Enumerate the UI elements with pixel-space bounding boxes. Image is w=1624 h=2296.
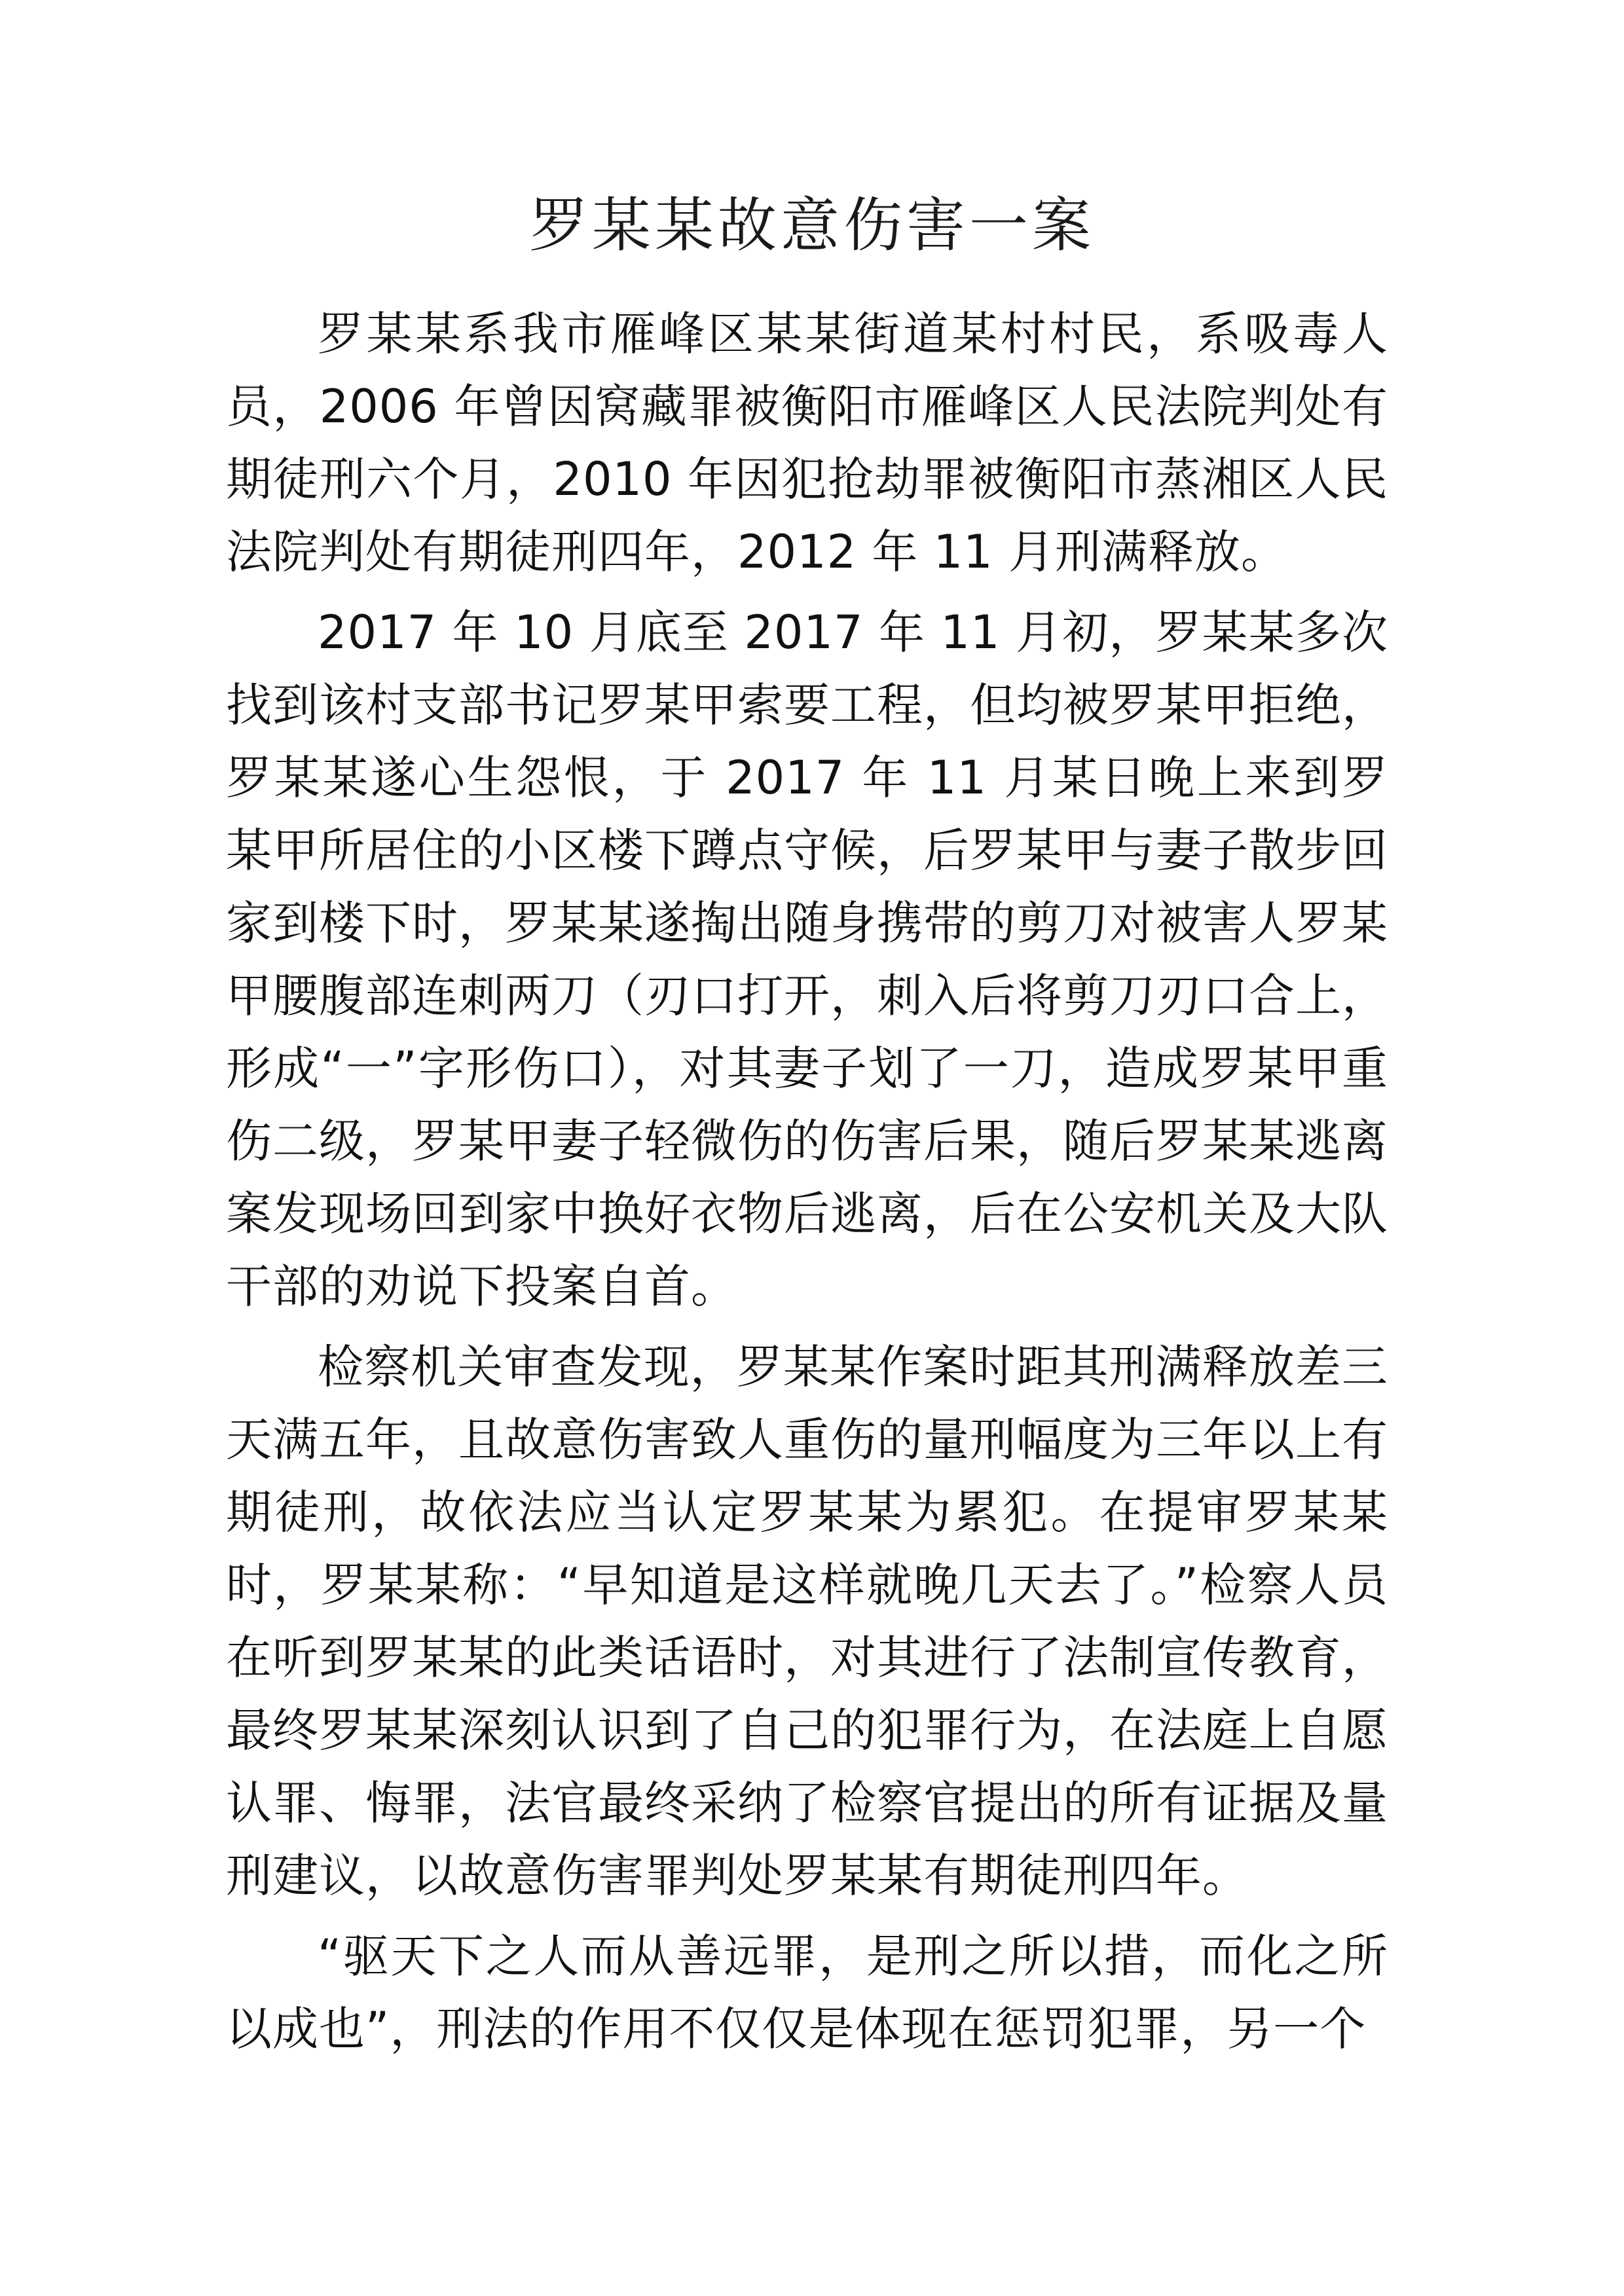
document-body bbox=[226, 298, 1388, 2073]
paragraph-background: 罗某某系我市雁峰区某某街道某村村民，系吸毒人员，2006 年曾因窝藏罪被衡阳市雁峰区人民法院判处有期徒刑六个月，2010 年因犯抢劫罪被衡阳市蒸湘区人民法院判处有期徒刑四年，2012 年 11 月刑满释放。 bbox=[226, 307, 1388, 579]
document-title: 罗某某故意伤害一案 bbox=[529, 191, 1095, 260]
paragraph-commentary: “驱天下之人而从善远罪，是刑之所以措，而化之所以成也”，刑法的作用不仅仅是体现在惩罚犯罪，另一个 bbox=[226, 1929, 1388, 2056]
paragraph-case-facts: 2017 年 10 月底至 2017 年 11 月初，罗某某多次找到该村支部书记罗某甲索要工程，但均被罗某甲拒绝，罗某某遂心生怨恨，于 2017 年 11 月某日晚上来到罗某甲所居住的小区楼下蹲点守候，后罗某甲与妻子散步回家到楼下时，罗某某遂掏出随身携带的剪刀对被害人罗某甲腰腹部连刺两刀（刃口打开，刺入后将剪刀刃口合上，形成“一”字形伤口），对其妻子划了一刀，造成罗某甲重伤二级，罗某甲妻子轻微伤的伤害后果，随后罗某某逃离案发现场回到家中换好衣物后逃离，后在公安机关及大队干部的劝说下投案自首。 bbox=[226, 606, 1388, 1313]
paragraph-prosecution: 检察机关审查发现，罗某某作案时距其刑满释放差三天满五年，且故意伤害致人重伤的量刑幅度为三年以上有期徒刑，故依法应当认定罗某某为累犯。在提审罗某某时，罗某某称：“早知道是这样就晚几天去了。”检察人员在听到罗某某的此类话语时，对其进行了法制宣传教育，最终罗某某深刻认识到了自己的犯罪行为，在法庭上自愿认罪、悔罪，法官最终采纳了检察官提出的所有证据及量刑建议，以故意伤害罪判处罗某某有期徒刑四年。 bbox=[226, 1340, 1388, 1903]
